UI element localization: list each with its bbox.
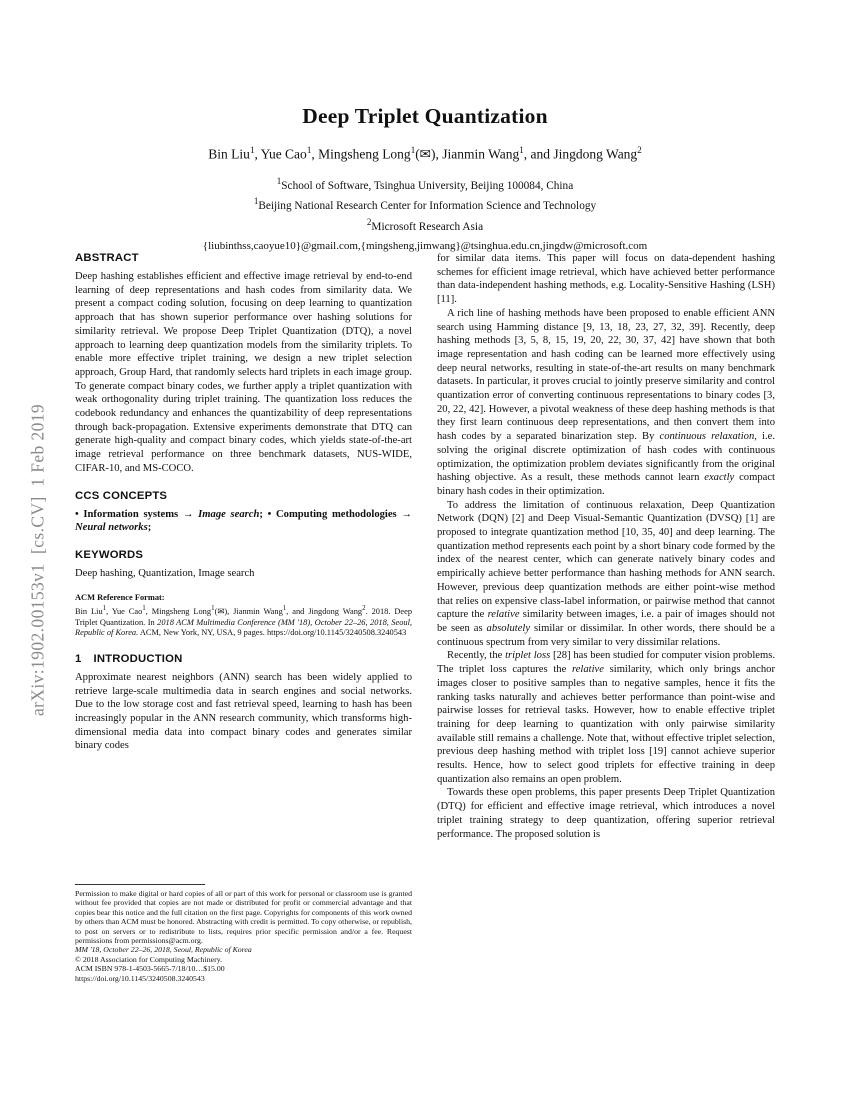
authors-line: Bin Liu$^1$, Yue Cao$^1$, Mingsheng Long$^1$(✉), Jianmin Wang$^1$, and Jingdong Wang$^2$ (208, 145, 642, 162)
body-paragraph: A rich line of hashing methods have been proposed to enable efficient ANN search using Hamming distance [9, 13, 18, 23, 27, 32, 39]. Recently, deep hashing methods [3, 5, 8, 15, 19, 20, 22, 30, 37, 42] have shown that both image representation and hash coding can be learned more effectively using deep neural networks, resulting in state-of-the-art results on many benchmark datasets. In particular, it proves crucial to jointly preserve similarity and control quantization error of converting continuous representations to binary codes [3, 20, 22, 42]. However, a pivotal weakness of these deep hashing methods is that they first learn continuous deep representations, and then convert them into hash codes by a separated binarization step. By continuous relaxation, i.e. solving the original discrete optimization of hash codes with continuous optimization, the optimization problem deviates significantly from the original hashing objective. As a result, these methods cannot learn exactly compact binary hash codes in their optimization. (437, 307, 775, 497)
right-column (437, 252, 775, 841)
copyright-footnote (75, 884, 412, 983)
author-emails: {liubinthss,caoyue10}@gmail.com,{mingsheng,jimwang}@tsinghua.edu.cn,jingdw@microsoft.com (202, 239, 648, 252)
section-number: 1 (75, 652, 82, 665)
ccs-text: • Information systems → Image search; • Computing methodologies → Neural networks; (75, 508, 412, 534)
permission-statement: Permission to make digital or hard copies of all or part of this work for personal or classroom use is granted without fee provided that copies are not made or distributed for profit or commercial advantage and that copies bear this notice and the full citation on the first page. Copyrights for components of this work owned by others than ACM must be honored. Abstracting with credit is permitted. To copy otherwise, or republish, to post on servers or to redistribute to lists, requires prior specific permission and/or a fee. Request permissions from permissions@acm.org. (75, 889, 412, 946)
keywords-heading: KEYWORDS (75, 548, 144, 561)
abstract-heading: ABSTRACT (75, 252, 139, 264)
affiliation-line: $^1$School of Software, Tsinghua University, Beijing 100084, China (276, 175, 574, 192)
introduction-heading (75, 653, 412, 665)
affiliations (0, 173, 850, 235)
keywords-text: Deep hashing, Quantization, Image search (75, 567, 255, 579)
conference-line: MM '18, October 22–26, 2018, Seoul, Republic of Korea (75, 945, 252, 955)
footnote-rule (75, 884, 205, 885)
acm-reference-text: Bin Liu$^1$, Yue Cao$^1$, Mingsheng Long$^1$(✉), Jianmin Wang$^1$, and Jingdong Wang$^2$. 2018. Deep Triplet Quantization. In 2018 ACM Multimedia Conference (MM '18), October 22–26, 2018, Seoul, Republic of Korea. ACM, New York, NY, USA, 9 pages. https://doi.org/10.1145/3240508.3240543 (75, 604, 413, 638)
affiliation-line: $^2$Microsoft Research Asia (366, 217, 484, 233)
ccs-heading: CCS CONCEPTS (75, 489, 168, 502)
acm-reference-block (75, 593, 412, 639)
paper-title: Deep Triplet Quantization (302, 104, 548, 128)
copyright-line: © 2018 Association for Computing Machinery. (75, 954, 223, 964)
acm-reference-heading: ACM Reference Format: (75, 592, 165, 602)
left-column (75, 252, 412, 841)
two-column-body (75, 252, 775, 841)
isbn-line: ACM ISBN 978-1-4503-5665-7/18/10…$15.00 (75, 964, 225, 974)
body-paragraph: To address the limitation of continuous relaxation, Deep Quantization Network (DQN) [2] and Deep Visual-Semantic Quantization (DVSQ) [1] are proposed to integrate quantization method [10, 35, 40] and deep learning. The quantization method represents each point by a short binary code formed by the index of the nearest center, which can generate natively binary codes and empirically achieve better performance than hashing methods for ANN search. However, previous deep quantization methods are either point-wise method that relies on expensive class-label information, or pairwise method that cannot capture the relative similarity between images, i.e. a pair of images should not be seen as absolutely similar or dissimilar. In other words, there should be a continuous spectrum from very similar to very dissimilar relations. (437, 499, 776, 648)
section-title: INTRODUCTION (93, 652, 183, 665)
body-paragraph: for similar data items. This paper will focus on data-dependent hashing schemes for efficient image retrieval, which have achieved better performance than data-independent hashing methods, e.g. Locality-Sensitive Hashing (LSH) [11]. (437, 253, 775, 306)
paper-header (0, 104, 850, 252)
abstract-text: Deep hashing establishes efficient and effective image retrieval by end-to-end learning of deep representations and hash codes from similarity data. We present a compact coding solution, focusing on deep learning to quantization approach that has shown superior performance over hashing solutions for similarity retrieval. We propose Deep Triplet Quantization (DTQ), a novel approach to learning deep quantization models from the similarity triplets. To enable more effective triplet training, we design a new triplet selection approach, Group Hard, that randomly selects hard triplets in each image group. To generate compact binary codes, we further apply a triplet quantization with weak orthogonality during triplet training. The quantization loss reduces the codebook redundancy and enhances the quantizability of deep representations through back-propagation. Extensive experiments demonstrate that DTQ can generate high-quality and compact binary codes, which yields state-of-the-art image retrieval performance on three benchmark datasets, NUS-WIDE, CIFAR-10, and MS-COCO. (75, 271, 412, 474)
body-paragraph: Approximate nearest neighbors (ANN) search has been widely applied to retrieve large-scale multimedia data in search engines and social networks. Due to the low storage cost and fast retrieval speed, learning to hash has been increasingly popular in the ANN research community, which transforms high-dimensional media data into compact binary codes and generates similar binary codes (75, 671, 412, 752)
affiliation-line: $^1$Beijing National Research Center for Information Science and Technology (253, 196, 597, 213)
arxiv-watermark: arXiv:1902.00153v1 [cs.CV] 1 Feb 2019 (27, 403, 48, 717)
body-paragraph: Recently, the triplet loss [28] has been studied for computer vision problems. The triplet loss captures the relative similarity, which only brings anchor images closer to positive samples than to negative samples, hence it fits the ranking tasks naturally and achieves better performance than point-wise and pairwise losses for retrieval tasks. However, how to enable effective triplet training for deep learning to quantization with only pairwise similarity available still remains a challenge. Note that, without effective triplet selection, previous deep hashing method with triplet loss [19] cannot achieve superior results. Hence, how to select good triplets for effective training in deep quantization also remains an open problem. (437, 650, 776, 785)
body-paragraph: Towards these open problems, this paper presents Deep Triplet Quantization (DTQ) for efficient and effective image retrieval, which introduces a novel triplet training strategy to deep quantization, offering superior retrieval performance. The proposed solution is (437, 787, 775, 840)
doi-line: https://doi.org/10.1145/3240508.3240543 (75, 973, 205, 983)
